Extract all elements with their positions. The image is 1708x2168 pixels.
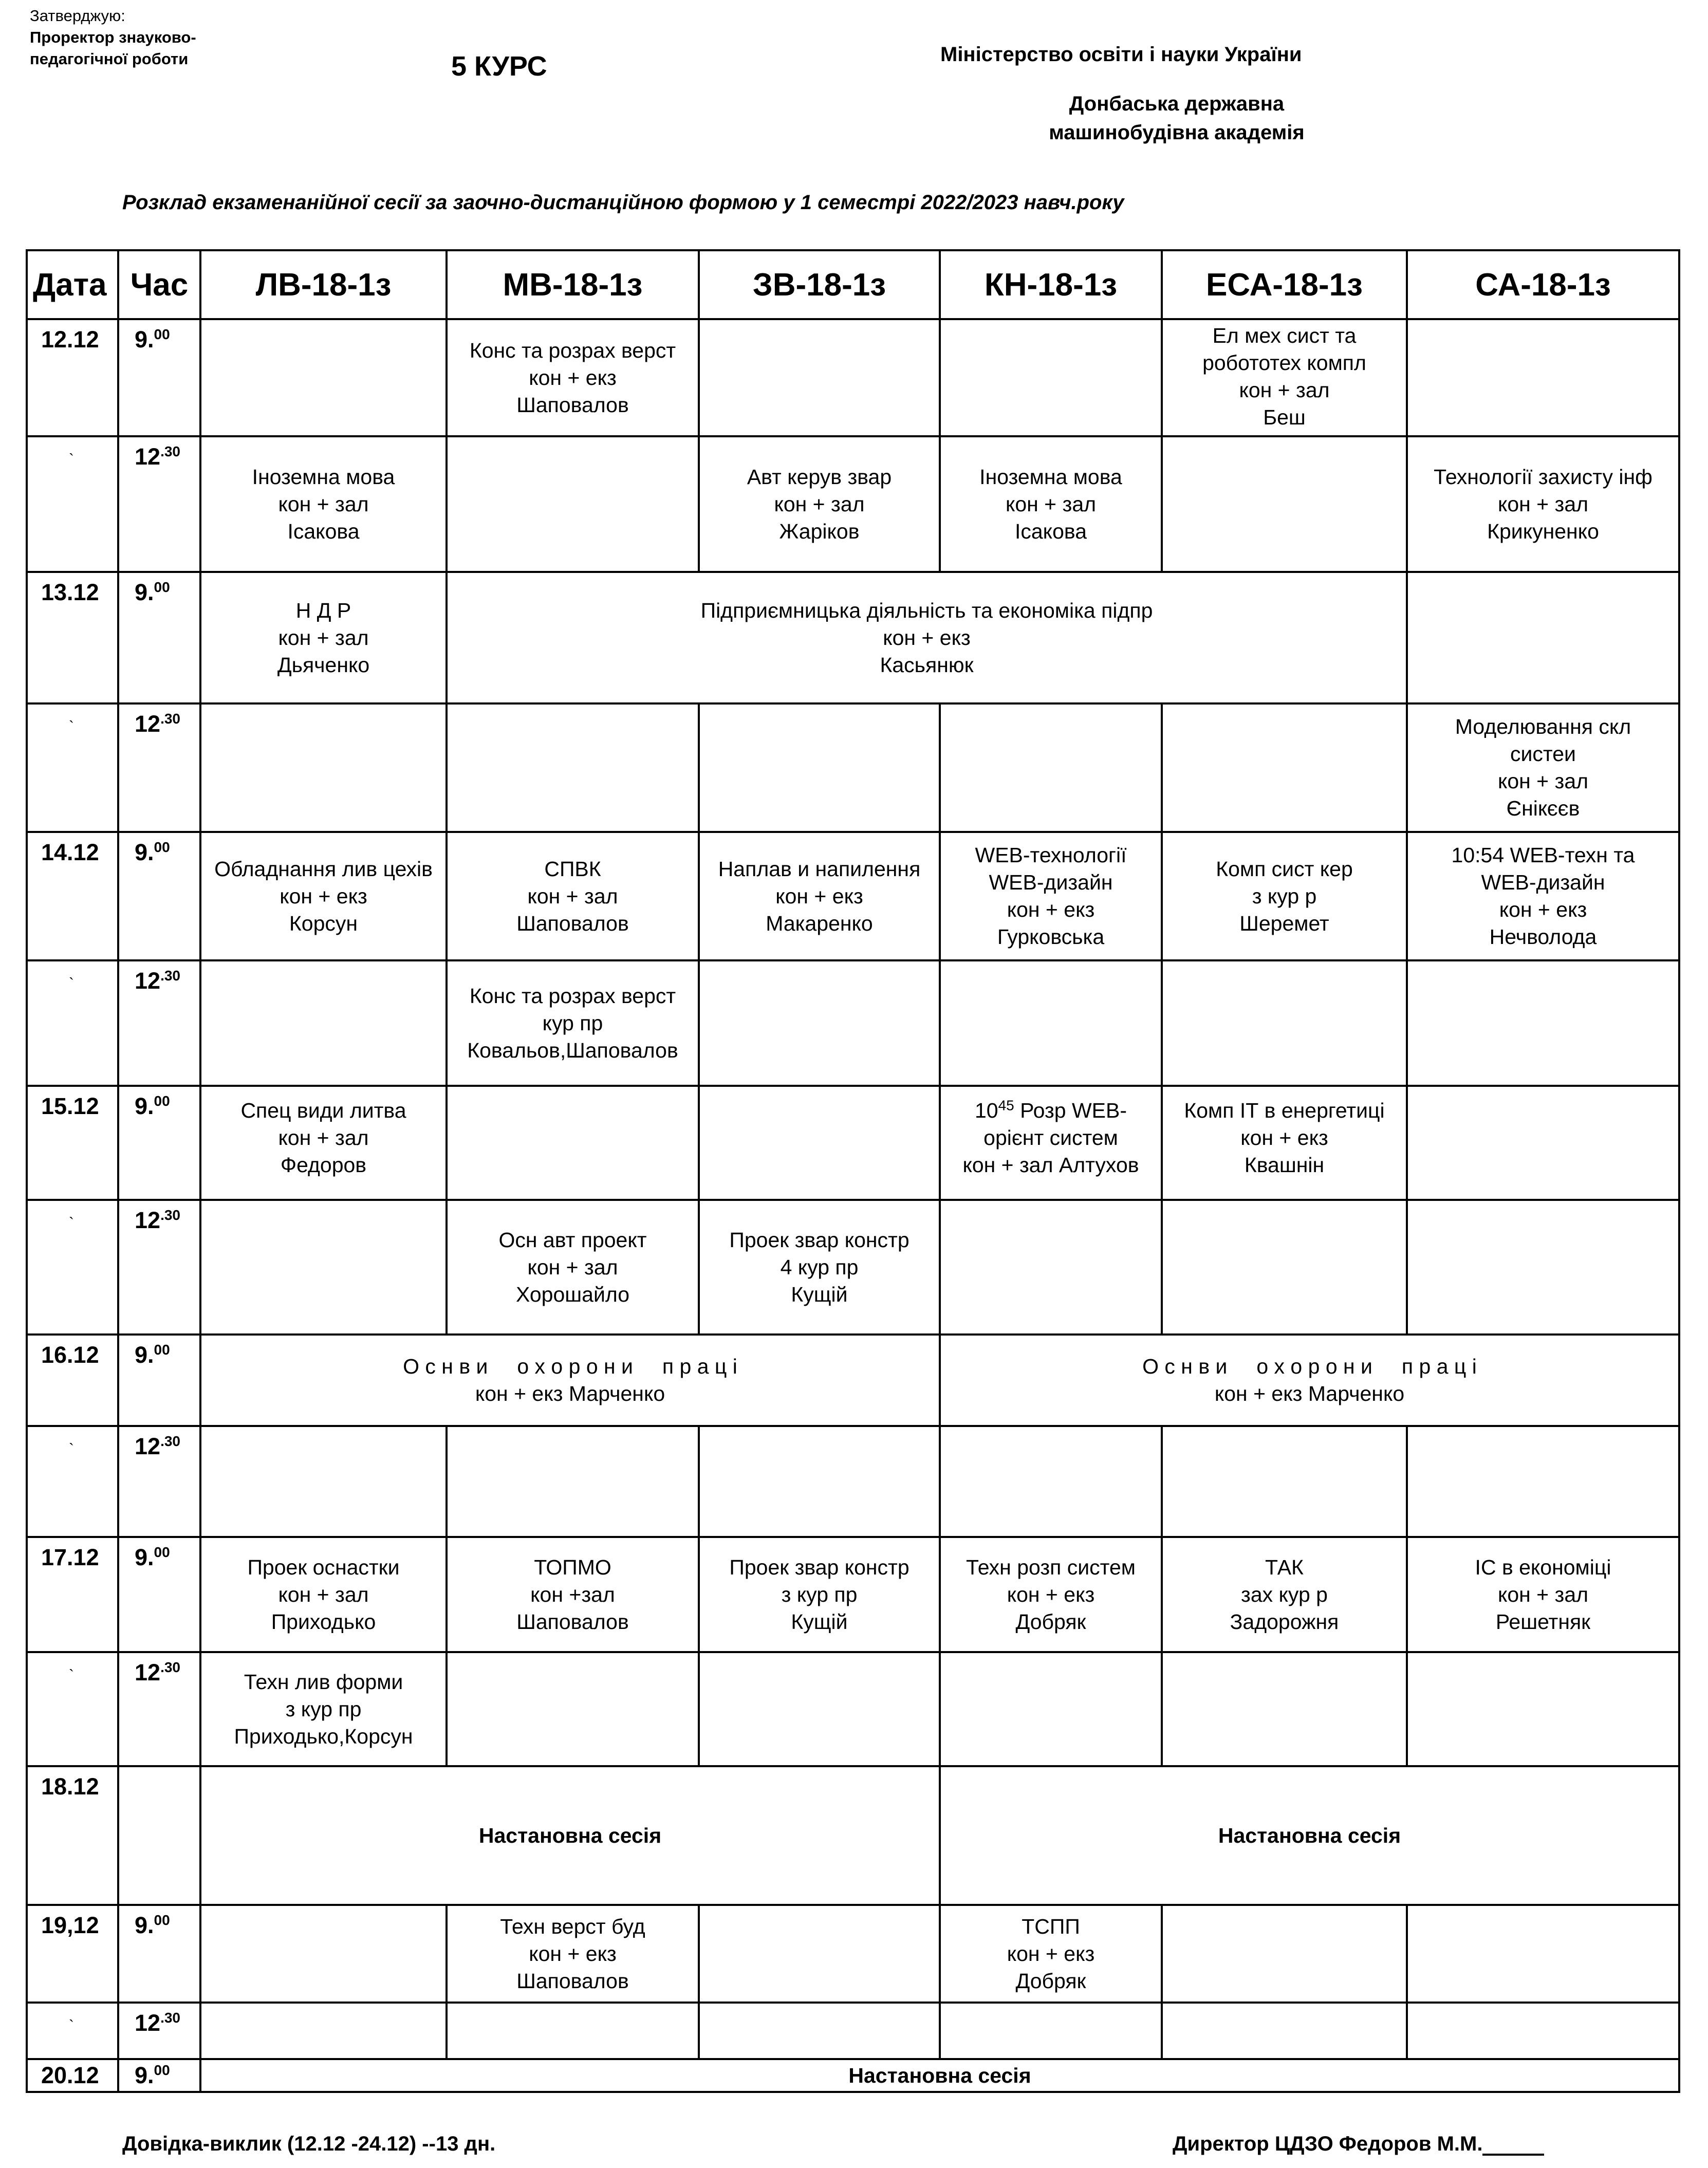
time-cell	[118, 1905, 200, 2003]
cell-line: Корсун	[289, 911, 358, 935]
table-row	[27, 1086, 1679, 1200]
date-cell	[27, 1426, 118, 1537]
cell-line: робототех компл	[1202, 351, 1366, 375]
schedule-cell-merged: Настановна сесія	[940, 1766, 1679, 1905]
cell-line: Шаповалов	[516, 1609, 629, 1634]
tick-mark: `	[69, 1441, 74, 1458]
cell-line: кон + зал	[527, 884, 618, 908]
cell-line: Шаповалов	[516, 393, 629, 417]
table-row	[27, 436, 1679, 572]
table-row	[27, 1905, 1679, 2003]
time-cell	[118, 960, 200, 1086]
cell-line: з кур пр	[781, 1582, 858, 1606]
date-cell: 15.12	[27, 1086, 118, 1200]
cell-line: кон + екз	[529, 1941, 617, 1966]
time-main: 12	[135, 1207, 161, 1233]
cell-line: Жаріков	[779, 519, 860, 543]
time-cell	[118, 1766, 200, 1905]
date-cell: 18.12	[27, 1766, 118, 1905]
time-cell	[118, 1537, 200, 1652]
schedule-cell	[447, 1086, 699, 1200]
schedule-cell	[1407, 1426, 1679, 1537]
date-cell: 17.12	[27, 1537, 118, 1652]
date-cell: 19,12	[27, 1905, 118, 2003]
schedule-cell	[1407, 572, 1679, 703]
schedule-cell	[940, 1200, 1162, 1335]
time-sup: 00	[154, 1342, 170, 1358]
date-cell: 12.12	[27, 319, 118, 436]
schedule-cell	[940, 2003, 1162, 2059]
schedule-cell	[1162, 703, 1407, 832]
cell-line: ТОПМО	[534, 1555, 611, 1579]
cell-line: систеи	[1510, 742, 1576, 766]
cell-line: Конс та розрах верст	[469, 338, 676, 362]
cell-line: Іноземна мова	[252, 465, 395, 489]
date-cell	[27, 1200, 118, 1335]
schedule-cell	[447, 436, 699, 572]
schedule-cell	[1407, 1905, 1679, 2003]
cell-line: Кущій	[791, 1282, 848, 1306]
schedule-cell	[699, 960, 940, 1086]
cell-line: Ел мех сист та	[1212, 324, 1357, 347]
time-sup: .30	[160, 443, 180, 459]
table-row	[27, 2003, 1679, 2059]
time-cell	[118, 1426, 200, 1537]
approval-line-2: Проректор знауково-	[30, 28, 196, 46]
cell-line: кон + зал	[1239, 378, 1330, 402]
cell-line: Крикуненко	[1487, 519, 1599, 543]
date-cell: 16.12	[27, 1335, 118, 1426]
cell-line: кон + зал	[1497, 769, 1589, 793]
time-cell	[118, 1200, 200, 1335]
cell-line: з кур пр	[285, 1697, 362, 1721]
time-main: 9.	[135, 1544, 154, 1570]
table-row	[27, 572, 1679, 703]
schedule-cell	[1162, 1652, 1407, 1766]
academy-line-1: Донбаська державна	[1069, 92, 1285, 115]
schedule-cell-merged	[200, 1335, 940, 1426]
cell-line: кур пр	[542, 1011, 603, 1035]
schedule-cell	[940, 1652, 1162, 1766]
cell-line: О с н в и о х о р о н и п р а ц і	[1142, 1355, 1477, 1378]
schedule-title: Розклад екзаменанійної сесії за заочно-дистанційною формою у 1 семестрі 2022/2023 навч.року	[122, 191, 1124, 214]
time-main: 12	[135, 443, 161, 470]
cell-line: О с н в и о х о р о н и п р а ц і	[403, 1355, 737, 1378]
time-cell	[118, 1086, 200, 1200]
cell-line: кон + зал	[1497, 492, 1589, 516]
time-main: 9.	[135, 1342, 154, 1368]
time-cell	[118, 1652, 200, 1766]
schedule-cell	[940, 832, 1162, 960]
course-title: 5 КУРС	[451, 51, 547, 82]
schedule-cell-merged: Настановна сесія	[200, 1766, 940, 1905]
schedule-cell	[1162, 2003, 1407, 2059]
time-main: 9.	[135, 839, 154, 865]
table-row	[27, 1766, 1679, 1905]
cell-line: кон + екз	[775, 884, 863, 908]
header-date: Дата	[27, 250, 118, 319]
time-sup: 00	[154, 1544, 170, 1560]
schedule-cell	[699, 1905, 940, 2003]
cell-line: WEB-дизайн	[989, 870, 1113, 894]
schedule-cell	[200, 703, 447, 832]
ministry-title: Міністерство освіти і науки України	[940, 43, 1302, 66]
cell-line: Проек звар констр	[729, 1228, 909, 1252]
cell-line: кон + екз	[1240, 1126, 1328, 1150]
tick-mark: `	[69, 1215, 74, 1232]
cell-line: ТАК	[1265, 1555, 1304, 1579]
cell-line: Авт керув звар	[747, 465, 892, 489]
cell-line: кон + зал	[278, 1582, 369, 1606]
cell-text: Розр WEB-	[1014, 1099, 1127, 1122]
time-main: 12	[135, 711, 161, 737]
header-group-kn: КН-18-1з	[940, 250, 1162, 319]
schedule-cell	[200, 319, 447, 436]
date-cell	[27, 960, 118, 1086]
time-sup: 00	[154, 326, 170, 342]
schedule-cell	[699, 319, 940, 436]
cell-line: зах кур р	[1241, 1582, 1328, 1606]
date-cell: 20.12	[27, 2059, 118, 2092]
cell-line: ІС в економіці	[1475, 1555, 1611, 1579]
cell-line: Ісакова	[1014, 519, 1087, 543]
time-cell	[118, 2003, 200, 2059]
schedule-cell	[699, 832, 940, 960]
header-group-zv: ЗВ-18-1з	[699, 250, 940, 319]
cell-line: кон +зал	[530, 1582, 615, 1606]
header-group-mv: МВ-18-1з	[447, 250, 699, 319]
date-cell	[27, 436, 118, 572]
cell-line: Єнікєєв	[1506, 796, 1580, 820]
schedule-cell	[200, 1537, 447, 1652]
cell-line: кон + екз	[1499, 898, 1587, 921]
date-cell	[27, 703, 118, 832]
time-sup: .30	[160, 1207, 180, 1223]
cell-line: кон + зал	[278, 1126, 369, 1150]
schedule-cell	[200, 1086, 447, 1200]
schedule-cell	[1407, 1086, 1679, 1200]
date-cell: 13.12	[27, 572, 118, 703]
schedule-cell	[1407, 2003, 1679, 2059]
tick-mark: `	[69, 2017, 74, 2034]
cell-line: WEB-технології	[975, 843, 1127, 867]
cell-line: кон + екз	[280, 884, 367, 908]
time-cell	[118, 703, 200, 832]
tick-mark: `	[69, 1667, 74, 1684]
schedule-cell	[200, 572, 447, 703]
time-sup: 00	[154, 1912, 170, 1928]
cell-line	[943, 1097, 1159, 1124]
schedule-cell	[1407, 1200, 1679, 1335]
time-sup: 00	[154, 579, 170, 595]
table-row	[27, 832, 1679, 960]
cell-line: Квашнін	[1244, 1153, 1325, 1177]
schedule-cell	[200, 1652, 447, 1766]
cell-line: Моделювання скл	[1455, 715, 1631, 738]
footer-signature	[1173, 2133, 1544, 2156]
schedule-table	[26, 249, 1680, 2093]
cell-line: Проек оснастки	[247, 1555, 400, 1579]
schedule-cell	[1162, 319, 1407, 436]
time-main: 12	[135, 1659, 161, 1685]
cell-line: 10:54 WEB-техн та	[1451, 843, 1635, 867]
schedule-cell	[940, 960, 1162, 1086]
cell-line: Нечволода	[1489, 925, 1597, 949]
cell-line: кон + екз	[883, 625, 971, 650]
time-main: 9.	[135, 1912, 154, 1938]
schedule-cell	[940, 436, 1162, 572]
cell-line: Кущій	[791, 1609, 848, 1634]
tick-mark: `	[69, 451, 74, 468]
time-main: 9.	[135, 1093, 154, 1119]
cell-line: Дьяченко	[277, 653, 370, 677]
header-group-lv: ЛВ-18-1з	[200, 250, 447, 319]
header-group-sa: СА-18-1з	[1407, 250, 1679, 319]
cell-line: Макаренко	[766, 911, 873, 935]
schedule-cell	[447, 319, 699, 436]
schedule-cell	[699, 1426, 940, 1537]
schedule-cell	[1162, 1086, 1407, 1200]
cell-line: з кур р	[1252, 884, 1317, 908]
cell-line: Решетняк	[1495, 1609, 1591, 1634]
time-sup: .30	[160, 711, 180, 727]
schedule-cell	[699, 1086, 940, 1200]
table-row	[27, 1652, 1679, 1766]
cell-line: кон + екз	[529, 365, 617, 390]
time-main: 9.	[135, 326, 154, 353]
time-sup: .30	[160, 968, 180, 984]
cell-line: Хорошайло	[515, 1282, 630, 1306]
schedule-cell	[1162, 1905, 1407, 2003]
time-cell	[118, 436, 200, 572]
time-cell	[118, 1335, 200, 1426]
cell-line: Спец види литва	[240, 1099, 406, 1122]
cell-line: Добряк	[1015, 1609, 1086, 1634]
cell-line: СПВК	[544, 857, 601, 881]
cell-line: Осн авт проект	[498, 1228, 647, 1252]
time-main: 9.	[135, 2062, 154, 2088]
time-sup: 00	[154, 2062, 170, 2078]
schedule-cell	[1407, 319, 1679, 436]
schedule-cell	[1162, 832, 1407, 960]
schedule-cell	[200, 1905, 447, 2003]
time-sup: .30	[160, 1659, 180, 1675]
cell-line: Добряк	[1015, 1969, 1086, 1993]
schedule-cell-merged: Настановна сесія	[200, 2059, 1679, 2092]
cell-line: кон + зал	[278, 625, 369, 650]
cell-line: кон + екз	[1007, 1941, 1095, 1966]
cell-line: кон + зал Алтухов	[962, 1153, 1139, 1177]
table-row	[27, 1200, 1679, 1335]
cell-line: Шеремет	[1239, 911, 1329, 935]
schedule-cell	[699, 2003, 940, 2059]
schedule-cell	[1162, 436, 1407, 572]
table-row	[27, 1335, 1679, 1426]
cell-line: кон + зал	[527, 1255, 618, 1279]
cell-line: Комп ІТ в енергетиці	[1184, 1099, 1385, 1122]
schedule-cell	[699, 1537, 940, 1652]
header-row	[27, 250, 1679, 319]
cell-line: кон + екз	[1007, 898, 1095, 921]
schedule-cell	[447, 703, 699, 832]
cell-line: Ісакова	[287, 519, 360, 543]
time-main: 12	[135, 1433, 161, 1459]
approval-line-1: Затверджую:	[30, 7, 125, 25]
cell-line: Підприємницька діяльність та економіка підпр	[700, 598, 1153, 622]
schedule-cell	[1162, 1200, 1407, 1335]
approval-block	[30, 5, 196, 70]
schedule-cell	[940, 1426, 1162, 1537]
header-time: Час	[118, 250, 200, 319]
cell-line: Шаповалов	[516, 911, 629, 935]
schedule-cell	[447, 832, 699, 960]
time-cell	[118, 572, 200, 703]
time-cell	[118, 2059, 200, 2092]
time-cell	[118, 319, 200, 436]
date-cell	[27, 2003, 118, 2059]
schedule-cell	[447, 960, 699, 1086]
cell-line: Беш	[1263, 405, 1306, 429]
academy-title	[1048, 89, 1305, 147]
schedule-cell	[1407, 436, 1679, 572]
schedule-cell	[200, 1426, 447, 1537]
table-row	[27, 2059, 1679, 2092]
cell-line: Наплав и напилення	[718, 857, 921, 881]
time-cell	[118, 832, 200, 960]
cell-line: Техн лив форми	[244, 1670, 403, 1694]
tick-mark: `	[69, 975, 74, 992]
date-cell	[27, 1652, 118, 1766]
schedule-cell-merged	[447, 572, 1407, 703]
cell-line: Комп сист кер	[1216, 857, 1353, 881]
schedule-cell	[699, 703, 940, 832]
cell-time: 10	[974, 1099, 998, 1122]
academy-line-2: машинобудівна академія	[1049, 121, 1305, 144]
schedule-cell	[1407, 960, 1679, 1086]
schedule-cell	[1162, 1426, 1407, 1537]
schedule-cell	[447, 2003, 699, 2059]
cell-line: Касьянюк	[880, 653, 974, 677]
cell-line: кон + зал	[1005, 492, 1097, 516]
cell-time-sup: 45	[998, 1097, 1014, 1114]
cell-line: ТСПП	[1022, 1914, 1080, 1938]
schedule-cell	[940, 1537, 1162, 1652]
schedule-cell	[940, 1905, 1162, 2003]
time-main: 12	[135, 2010, 161, 2036]
cell-line: кон + зал	[278, 492, 369, 516]
cell-line: кон + екз Марченко	[1214, 1382, 1405, 1405]
time-main: 12	[135, 968, 161, 994]
schedule-cell	[699, 1200, 940, 1335]
cell-line: Шаповалов	[516, 1969, 629, 1993]
cell-line: Задорожня	[1230, 1609, 1339, 1634]
tick-mark: `	[69, 718, 74, 735]
schedule-cell	[447, 1200, 699, 1335]
schedule-cell	[699, 1652, 940, 1766]
table-row	[27, 1537, 1679, 1652]
schedule-cell	[699, 436, 940, 572]
schedule-cell	[200, 832, 447, 960]
schedule-cell	[1162, 960, 1407, 1086]
cell-line: Ковальов,Шаповалов	[467, 1038, 678, 1062]
schedule-cell	[447, 1652, 699, 1766]
table-row	[27, 703, 1679, 832]
schedule-cell	[1407, 1652, 1679, 1766]
cell-line: Техн верст буд	[500, 1914, 645, 1938]
cell-line: кон + зал	[1497, 1582, 1589, 1606]
schedule-cell	[200, 1200, 447, 1335]
table-row	[27, 319, 1679, 436]
time-main: 9.	[135, 579, 154, 605]
schedule-cell	[940, 703, 1162, 832]
schedule-cell	[1407, 832, 1679, 960]
cell-line: 4 кур пр	[780, 1255, 859, 1279]
cell-line: Н Д Р	[295, 598, 351, 622]
table-row	[27, 960, 1679, 1086]
schedule-cell-merged	[940, 1335, 1679, 1426]
time-sup: .30	[160, 1433, 180, 1449]
time-sup: 00	[154, 839, 170, 855]
cell-line: Приходько	[271, 1609, 376, 1634]
cell-line: Техн розп систем	[966, 1555, 1136, 1579]
footer-reference: Довідка-виклик (12.12 -24.12) --13 дн.	[122, 2133, 496, 2155]
cell-line: Гурковська	[997, 925, 1105, 949]
schedule-cell	[1407, 703, 1679, 832]
time-sup: .30	[160, 2010, 180, 2026]
schedule-cell	[200, 960, 447, 1086]
cell-line: Технології захисту інф	[1434, 465, 1653, 489]
cell-line: Конс та розрах верст	[469, 984, 676, 1008]
table-row	[27, 1426, 1679, 1537]
schedule-cell	[447, 1905, 699, 2003]
schedule-cell	[200, 2003, 447, 2059]
header-group-esa: ЕСА-18-1з	[1162, 250, 1407, 319]
cell-line: Обладнання лив цехів	[214, 857, 433, 881]
schedule-cell	[1407, 1537, 1679, 1652]
cell-line: Іноземна мова	[979, 465, 1122, 489]
approval-line-3: педагогічної роботи	[30, 50, 189, 68]
signature-line	[1482, 2136, 1544, 2156]
cell-line: кон + екз	[1007, 1582, 1095, 1606]
schedule-cell	[940, 1086, 1162, 1200]
director-text: Директор ЦДЗО Федоров М.М.	[1173, 2133, 1483, 2155]
cell-line: кон + екз Марченко	[475, 1382, 665, 1405]
cell-line: Приходько,Корсун	[234, 1724, 413, 1748]
schedule-cell	[940, 319, 1162, 436]
cell-line: кон + зал	[774, 492, 865, 516]
schedule-cell	[200, 436, 447, 572]
cell-line: Проек звар констр	[729, 1555, 909, 1579]
cell-line: WEB-дизайн	[1481, 870, 1605, 894]
schedule-cell	[447, 1426, 699, 1537]
schedule-cell	[1162, 1537, 1407, 1652]
schedule-cell	[447, 1537, 699, 1652]
cell-line: Федоров	[280, 1153, 367, 1177]
date-cell: 14.12	[27, 832, 118, 960]
time-sup: 00	[154, 1093, 170, 1109]
cell-line: орієнт систем	[983, 1126, 1118, 1150]
